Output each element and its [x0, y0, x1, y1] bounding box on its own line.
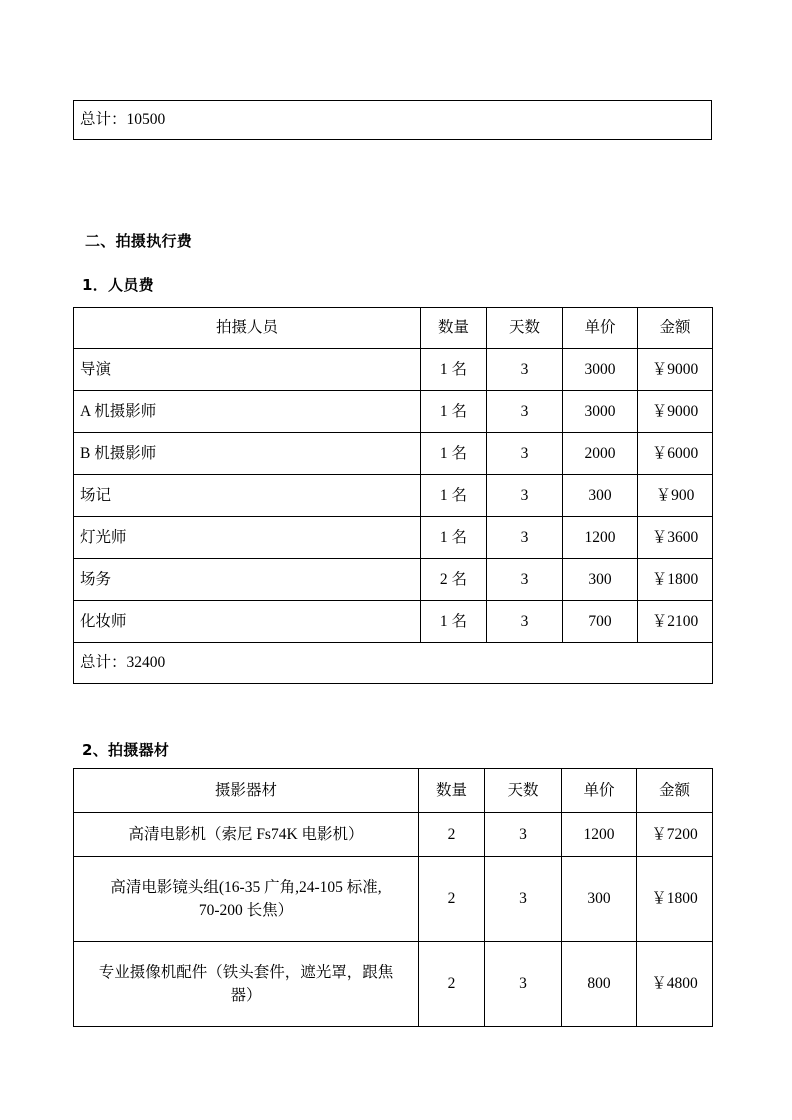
column-header-amount: 金额 [638, 308, 713, 349]
previous-section-total-table [73, 100, 712, 140]
cell-equipment-name-line2: 器） [230, 987, 262, 1004]
column-header-quantity: 数量 [419, 769, 485, 813]
cell-days: 3 [485, 813, 562, 857]
cell-equipment-name [74, 942, 419, 1027]
cell-personnel-name: A 机摄影师 [74, 391, 421, 433]
cell-quantity: 1 名 [421, 433, 487, 475]
column-header-personnel: 拍摄人员 [74, 308, 421, 349]
cell-days: 3 [487, 433, 563, 475]
table-row [74, 942, 713, 1027]
cell-days: 3 [487, 517, 563, 559]
cell-unit-price: 700 [563, 601, 638, 643]
column-header-quantity: 数量 [421, 308, 487, 349]
cell-quantity: 2 名 [421, 559, 487, 601]
cell-days: 3 [485, 942, 562, 1027]
cell-equipment-name-line2: 70-200 长焦） [198, 902, 294, 919]
column-header-equipment: 摄影器材 [74, 769, 419, 813]
cell-unit-price: 300 [563, 559, 638, 601]
table-row [74, 433, 713, 475]
cell-equipment-name-line1: 专业摄像机配件（铁头套件，遮光罩，跟焦 [98, 963, 394, 981]
cell-amount: ￥2100 [638, 601, 713, 643]
table-row [74, 517, 713, 559]
table-row [74, 101, 712, 140]
column-header-unit-price: 单价 [562, 769, 637, 813]
table-header-row [74, 769, 713, 813]
cell-amount: ￥9000 [638, 391, 713, 433]
cell-personnel-name: 化妆师 [74, 601, 421, 643]
cell-days: 3 [487, 559, 563, 601]
table-row [74, 601, 713, 643]
column-header-unit-price: 单价 [563, 308, 638, 349]
cell-days: 3 [487, 391, 563, 433]
cell-amount: ￥900 [638, 475, 713, 517]
cell-unit-price: 3000 [563, 391, 638, 433]
cell-quantity: 1 名 [421, 391, 487, 433]
cell-days: 3 [487, 349, 563, 391]
section-heading-shooting-execution: 二、拍摄执行费 [85, 232, 193, 250]
column-header-days: 天数 [487, 308, 563, 349]
cell-amount: ￥1800 [638, 559, 713, 601]
cell-amount: ￥7200 [637, 813, 713, 857]
cell-personnel-name: B 机摄影师 [74, 433, 421, 475]
cell-quantity: 1 名 [421, 601, 487, 643]
column-header-amount: 金额 [637, 769, 713, 813]
cell-days: 3 [487, 475, 563, 517]
personnel-total-label: 总计：32400 [74, 643, 713, 684]
cell-days: 3 [487, 601, 563, 643]
cell-unit-price: 800 [562, 942, 637, 1027]
table-row [74, 559, 713, 601]
cell-amount: ￥6000 [638, 433, 713, 475]
cell-quantity: 1 名 [421, 517, 487, 559]
cell-equipment-name: 高清电影机（索尼 Fs74K 电影机） [74, 813, 419, 857]
cell-unit-price: 1200 [562, 813, 637, 857]
table-row [74, 391, 713, 433]
cell-unit-price: 300 [562, 857, 637, 942]
equipment-cost-table [73, 768, 713, 1027]
subsection-heading-personnel: 1．人员费 [82, 276, 154, 294]
table-total-row [74, 643, 713, 684]
previous-section-total-label: 总计：10500 [74, 101, 712, 140]
cell-amount: ￥9000 [638, 349, 713, 391]
cell-unit-price: 2000 [563, 433, 638, 475]
personnel-cost-table [73, 307, 713, 684]
cell-personnel-name: 灯光师 [74, 517, 421, 559]
cell-unit-price: 300 [563, 475, 638, 517]
cell-amount: ￥1800 [637, 857, 713, 942]
cell-quantity: 2 [419, 857, 485, 942]
table-row [74, 475, 713, 517]
cell-equipment-name [74, 857, 419, 942]
cell-days: 3 [485, 857, 562, 942]
cell-quantity: 2 [419, 942, 485, 1027]
cell-amount: ￥4800 [637, 942, 713, 1027]
table-row [74, 857, 713, 942]
cell-amount: ￥3600 [638, 517, 713, 559]
table-header-row [74, 308, 713, 349]
table-row [74, 813, 713, 857]
cell-personnel-name: 导演 [74, 349, 421, 391]
cell-personnel-name: 场记 [74, 475, 421, 517]
cell-unit-price: 3000 [563, 349, 638, 391]
column-header-days: 天数 [485, 769, 562, 813]
table-row [74, 349, 713, 391]
subsection-heading-equipment: 2、拍摄器材 [82, 741, 170, 759]
cell-quantity: 2 [419, 813, 485, 857]
cell-equipment-name-line1: 高清电影镜头组(16-35 广角,24-105 标准, [110, 878, 382, 896]
cell-personnel-name: 场务 [74, 559, 421, 601]
cell-unit-price: 1200 [563, 517, 638, 559]
cell-quantity: 1 名 [421, 475, 487, 517]
cell-quantity: 1 名 [421, 349, 487, 391]
